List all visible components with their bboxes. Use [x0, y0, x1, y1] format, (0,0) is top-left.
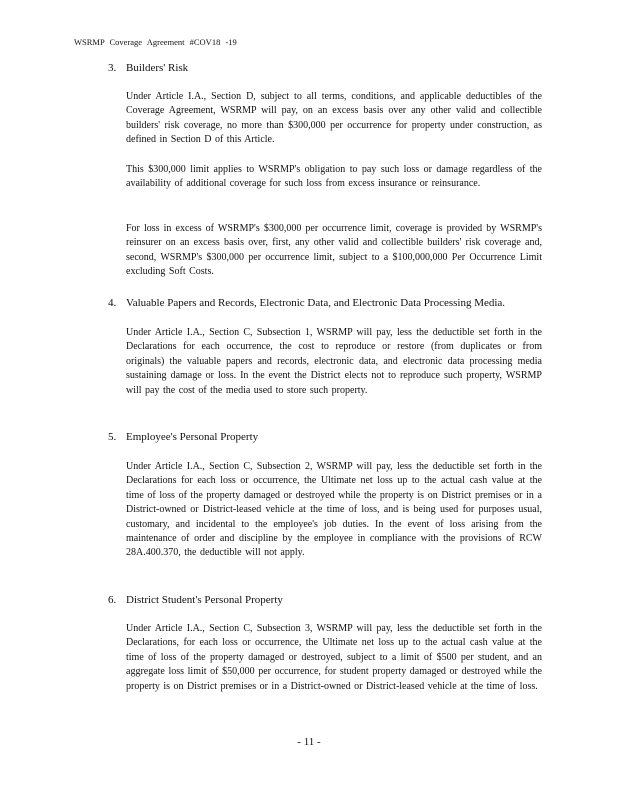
paragraph: This $300,000 limit applies to WSRMP's obligation to pay such loss or damage regardless of the availability of additional coverage for such loss from excess insurance or reinsurance.	[126, 164, 542, 190]
section-number: 5.	[108, 431, 117, 443]
section-number: 3.	[108, 62, 117, 74]
paragraph: Under Article I.A., Section C, Subsection 3, WSRMP will pay, less the deductible set forth in the Declarations, for each loss or occurrence, the Ultimate net loss up to the actual cash value at the time of loss of the property damaged or destroyed, subject to a limit of $500 per student, and an aggregate loss limit of $50,000 per occurrence, for student property damaged or destroyed while the property is on District premises or in a District-owned or District-leased vehicle at the time of loss.	[126, 623, 542, 692]
paragraph: For loss in excess of WSRMP's $300,000 per occurrence limit, coverage is provided by WSRMP's reinsurer on an excess basis over, first, any other valid and collectible builders' risk coverage and, second, WSRMP's $300,000 per occurrence limit, subject to a $100,000,000 Per Occurrence Limit excluding Soft Costs.	[126, 223, 542, 278]
paragraph: Under Article I.A., Section C, Subsection 2, WSRMP will pay, less the deductible set forth in the Declarations for each loss or occurrence, the Ultimate net loss up to the actual cash value at the time of loss of the property damaged or destroyed while the property is on District premises or in a District-owned or District-leased vehicle at the time of loss, and is being used for purposes usual, customary, and incidental to the employee's job duties. In the event of loss arising from the maintenance of order and discipline by the employee in compliance with the provisions of RCW 28A.400.370, the deductible will not apply.	[126, 461, 542, 559]
section-title: Employee's Personal Property	[126, 431, 259, 443]
document-header: WSRMP Coverage Agreement #COV18 -19	[74, 37, 237, 47]
section-title: Valuable Papers and Records, Electronic Data, and Electronic Data Processing Media.	[126, 297, 506, 309]
section-number: 6.	[108, 594, 117, 606]
page-number: - 11 -	[297, 736, 321, 748]
paragraph: Under Article I.A., Section D, subject to all terms, conditions, and applicable deductibles of the Coverage Agreement, WSRMP will pay, on an excess basis over any other valid and collectible builders' risk coverage, no more than $300,000 per occurrence for property under construction, as defined in Section D of this Article.	[126, 91, 542, 146]
section-number: 4.	[108, 297, 117, 309]
section-title: District Student's Personal Property	[126, 594, 283, 606]
paragraph: Under Article I.A., Section C, Subsection 1, WSRMP will pay, less the deductible set forth in the Declarations for each occurrence, the cost to reproduce or restore (from duplicates or from originals) the valuable papers and records, electronic data, and electronic data processing media sustaining damage or loss. In the event the District elects not to reproduce such property, WSRMP will pay the cost of the media used to store such property.	[126, 327, 542, 396]
section-title: Builders' Risk	[126, 62, 189, 74]
